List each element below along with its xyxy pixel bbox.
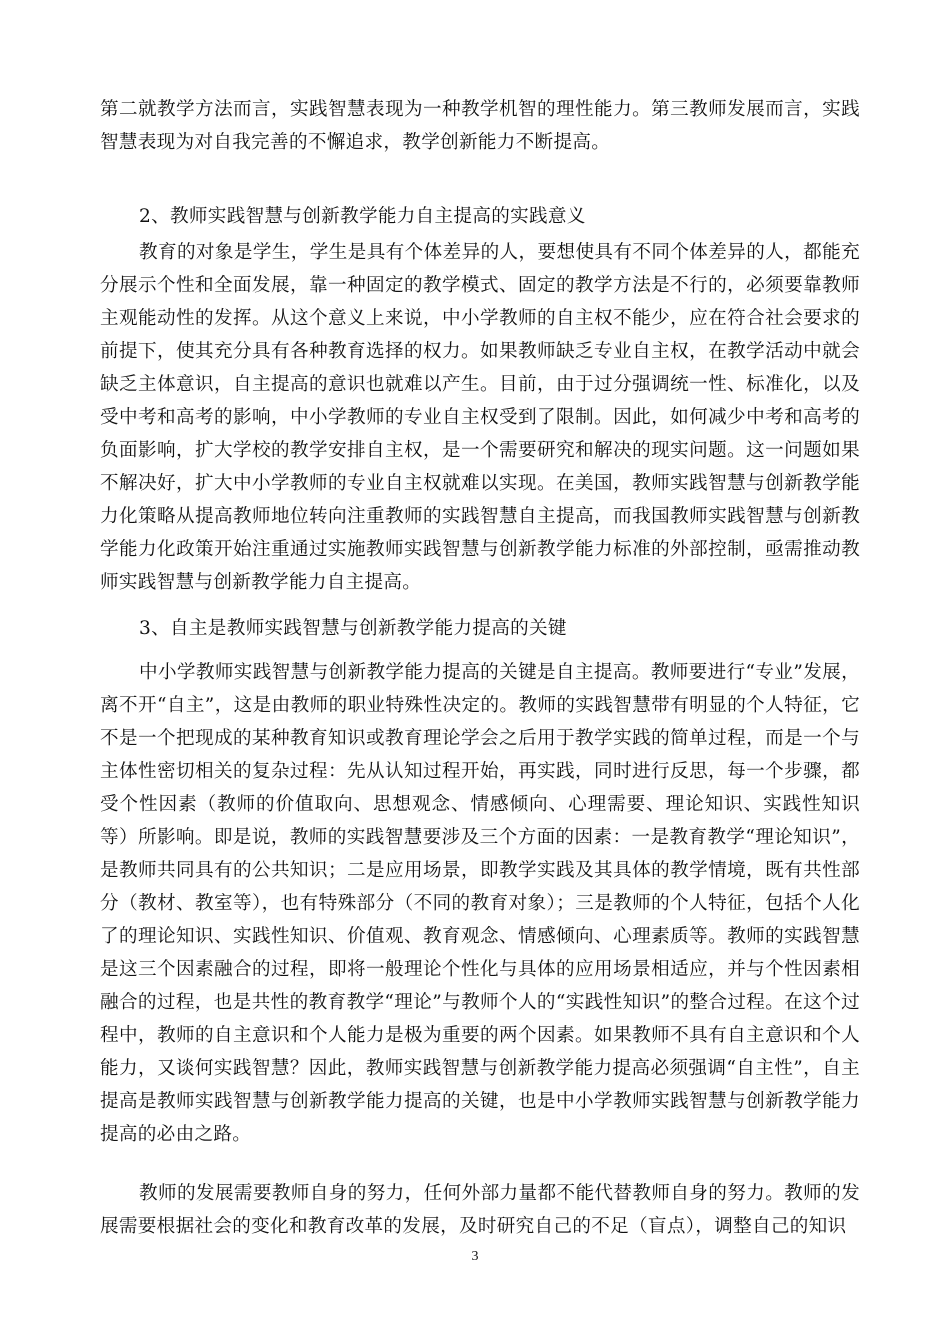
paragraph-section-2: 教育的对象是学生，学生是具有个体差异的人，要想使具有不同个体差异的人，都能充分展示个性和全面发展，靠一种固定的教学模式、固定的教学方法是不行的，必须要靠教师主观能动性的发挥。从这个意义上来说，中小学教师的自主权不能少，应在符合社会要求的前提下，使其充分具有各种教育选择的权力。如果教师缺乏专业自主权，在教学活动中就会缺乏主体意识，自主提高的意识也就难以产生。目前，由于过分强调统一性、标准化，以及受中考和高考的影响，中小学教师的专业自主权受到了限制。因此，如何减少中考和高考的负面影响，扩大学校的教学安排自主权，是一个需要研究和解决的现实问题。这一问题如果不解决好，扩大中小学教师的专业自主权就难以实现。在美国，教师实践智慧与创新教学能力化策略从提高教师地位转向注重教师的实践智慧自主提高，而我国教师实践智慧与创新教学能力化政策开始注重通过实施教师实践智慧与创新教学能力标准的外部控制，亟需推动教师实践智慧与创新教学能力自主提高。 [100, 242, 860, 593]
paragraph-closing: 教师的发展需要教师自身的努力，任何外部力量都不能代替教师自身的努力。教师的发展需要根据社会的变化和教育改革的发展，及时研究自己的不足（盲点），调整自己的知识 [100, 1183, 860, 1237]
page-number: 3 [471, 1249, 479, 1264]
paragraph-section-3: 中小学教师实践智慧与创新教学能力提高的关键是自主提高。教师要进行“专业”发展，离不开“自主”，这是由教师的职业特殊性决定的。教师的实践智慧带有明显的个人特征，它不是一个把现成的某种教育知识或教育理论学会之后用于教学实践的简单过程，而是一个与主体性密切相关的复杂过程：先从认知过程开始，再实践，同时进行反思，每一个步骤，都受个性因素（教师的价值取向、思想观念、情感倾向、心理需要、理论知识、实践性知识等）所影响。即是说，教师的实践智慧要涉及三个方面的因素：一是教育教学“理论知识”，是教师共同具有的公共知识；二是应用场景，即教学实践及其具体的教学情境，既有共性部分（教材、教室等），也有特殊部分（不同的教育对象）；三是教师的个人特征，包括个人化了的理论知识、实践性知识、价值观、教育观念、情感倾向、心理素质等。教师的实践智慧是这三个因素融合的过程，即将一般理论个性化与具体的应用场景相适应，并与个性因素相融合的过程，也是共性的教育教学“理论”与教师个人的“实践性知识”的整合过程。在这个过程中，教师的自主意识和个人能力是极为重要的两个因素。如果教师不具有自主意识和个人能力，又谈何实践智慧？因此，教师实践智慧与创新教学能力提高必须强调“自主性”，自主提高是教师实践智慧与创新教学能力提高的关键，也是中小学教师实践智慧与创新教学能力提高的必由之路。 [100, 662, 860, 1145]
paragraph-intro: 第二就教学方法而言，实践智慧表现为一种教学机智的理性能力。第三教师发展而言，实践智慧表现为对自我完善的不懈追求，教学创新能力不断提高。 [100, 99, 860, 153]
section-heading-2: 2、教师实践智慧与创新教学能力自主提高的实践意义 [139, 206, 586, 227]
section-heading-3: 3、自主是教师实践智慧与创新教学能力提高的关键 [139, 618, 567, 639]
